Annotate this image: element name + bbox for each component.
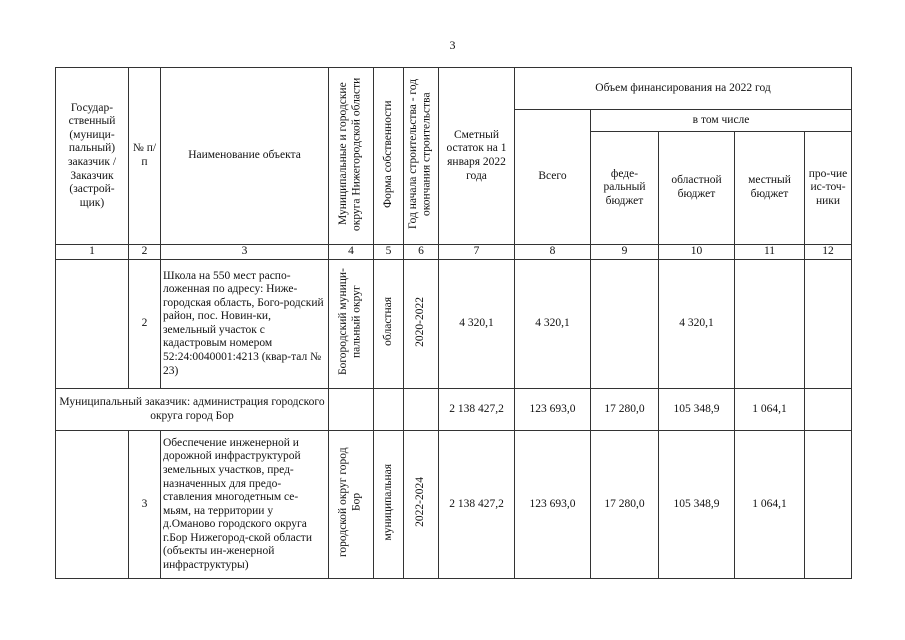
table-row	[56, 259, 852, 389]
row-years-cell	[404, 259, 439, 389]
row-regional: 105 348,9	[659, 431, 735, 579]
row-municipality-cell	[329, 259, 374, 389]
row-num: 3	[129, 431, 161, 579]
column-number: 3	[161, 245, 329, 260]
header-including: в том числе	[591, 110, 852, 132]
row-object-name: Обеспечение инженерной и дорожной инфраструктурой земельных участков, пред-назначенных для предо-ставления многодетным се-мьям, на территории у д.Оманово городского округа г.Бор Нижегород-ской области (объекты ин-женерной инфраструктуры)	[161, 431, 329, 579]
row-years: 2022-2024	[414, 477, 427, 528]
group-estimate: 2 138 427,2	[439, 389, 515, 431]
column-number: 5	[374, 245, 404, 260]
header-object-name: Наименование объекта	[161, 68, 329, 245]
group-ownership	[374, 389, 404, 431]
column-number-row	[56, 245, 852, 260]
group-local: 1 064,1	[735, 389, 805, 431]
group-label: Муниципальный заказчик: администрация городского округа город Бор	[56, 389, 329, 431]
column-number: 8	[515, 245, 591, 260]
header-num: № п/п	[129, 68, 161, 245]
column-number: 4	[329, 245, 374, 260]
group-total: 123 693,0	[515, 389, 591, 431]
row-total: 4 320,1	[515, 259, 591, 389]
row-years: 2020-2022	[414, 296, 427, 347]
row-num: 2	[129, 259, 161, 389]
header-local: местный бюджет	[735, 132, 805, 245]
header-total: Всего	[515, 110, 591, 245]
group-row	[56, 389, 852, 431]
header-years-cell	[404, 68, 439, 245]
header-municipality: Муниципальные и городские округа Нижегородской области	[337, 77, 363, 231]
header-other: про-чие ис-точ-ники	[805, 132, 852, 245]
group-federal: 17 280,0	[591, 389, 659, 431]
header-federal: феде-ральный бюджет	[591, 132, 659, 245]
column-number: 9	[591, 245, 659, 260]
row-local: 1 064,1	[735, 431, 805, 579]
row-municipality: городской округ город Бор	[337, 447, 363, 558]
column-number: 6	[404, 245, 439, 260]
page-number: 3	[449, 38, 456, 52]
column-number: 11	[735, 245, 805, 260]
column-number: 12	[805, 245, 852, 260]
row-federal: 17 280,0	[591, 431, 659, 579]
row-object-name: Школа на 550 мест распо-ложенная по адресу: Ниже-городская область, Бого-родский район, пос. Новин-ки, земельный участок с кадастровым номером 52:24:0040001:4213 (квар-тал № 23)	[161, 259, 329, 389]
row-years-cell	[404, 431, 439, 579]
row-estimate: 2 138 427,2	[439, 431, 515, 579]
group-years	[404, 389, 439, 431]
header-years: Год начала строительства - год окончания строительства	[407, 78, 433, 229]
row-local	[735, 259, 805, 389]
column-number: 2	[129, 245, 161, 260]
row-federal	[591, 259, 659, 389]
header-regional: областной бюджет	[659, 132, 735, 245]
group-other	[805, 389, 852, 431]
header-ownership-cell	[374, 68, 404, 245]
row-ownership-cell	[374, 431, 404, 579]
row-regional: 4 320,1	[659, 259, 735, 389]
row-ownership: муниципальная	[381, 464, 394, 541]
row-customer	[56, 259, 129, 389]
group-regional: 105 348,9	[659, 389, 735, 431]
row-municipality: Богородский муници-пальный округ	[337, 268, 363, 376]
row-other	[805, 259, 852, 389]
row-total: 123 693,0	[515, 431, 591, 579]
header-funding: Объем финансирования на 2022 год	[515, 68, 852, 110]
header-estimate: Сметный остаток на 1 января 2022 года	[439, 68, 515, 245]
row-ownership: областная	[381, 297, 394, 346]
row-estimate: 4 320,1	[439, 259, 515, 389]
financing-table	[55, 67, 852, 579]
row-municipality-cell	[329, 431, 374, 579]
group-municipality	[329, 389, 374, 431]
header-ownership: Форма собственности	[381, 99, 394, 208]
row-other	[805, 431, 852, 579]
table-row	[56, 431, 852, 579]
row-ownership-cell	[374, 259, 404, 389]
column-number: 1	[56, 245, 129, 260]
row-customer	[56, 431, 129, 579]
column-number: 7	[439, 245, 515, 260]
column-number: 10	[659, 245, 735, 260]
header-municipality-cell	[329, 68, 374, 245]
header-customer: Государ-ственный (муници-пальный) заказчик / Заказчик (застрой-щик)	[56, 68, 129, 245]
